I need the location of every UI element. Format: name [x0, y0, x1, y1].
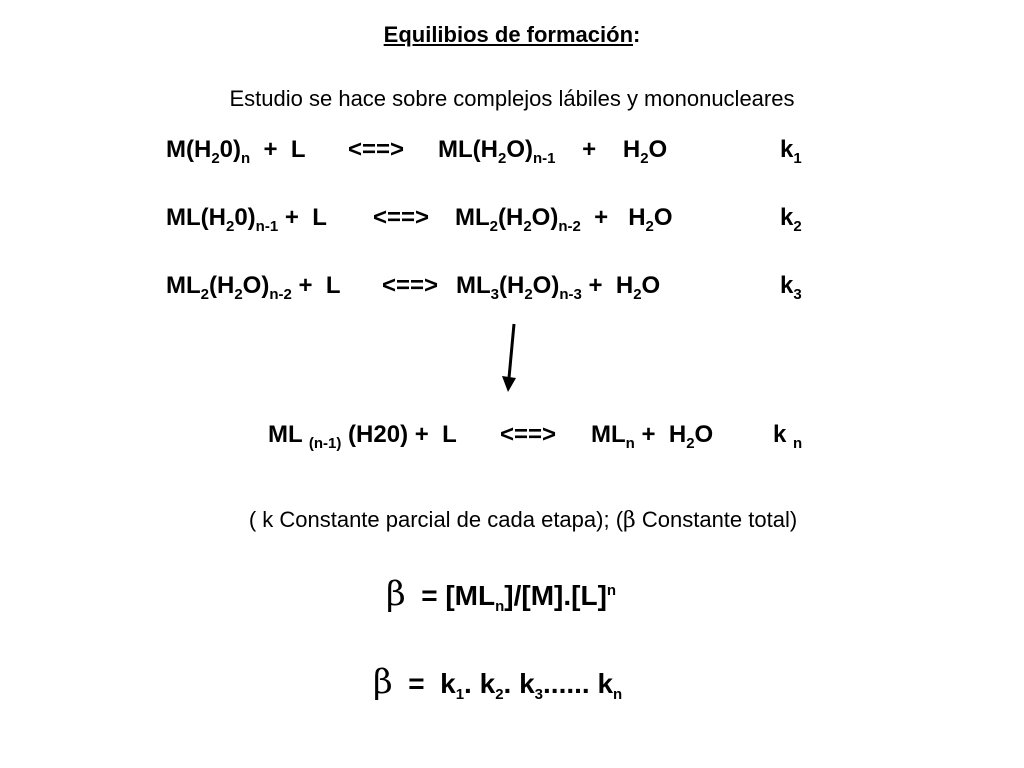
equation-1-arrow: <==> [348, 136, 405, 163]
equation-n-lhs: ML $_{(n-1)}$ (H20) + L [268, 421, 457, 452]
equation-1-rhs: $ML(H_2O)_{n-1}$ + $H_2O$ [438, 136, 668, 167]
equation-n-rhs: $ML_n + H_2O$ [591, 421, 714, 452]
equation-2-rhs: $ML_2(H_2O)_{n-2} + H_2O$ [455, 204, 673, 235]
equation-3-lhs: $ML_2(H_2O)_{n-2} + L$ [166, 272, 341, 303]
beta-expression-2: $\beta = k_1$. $k_2$. $k_3$...... $k_n$ [373, 662, 623, 703]
intro-text: Estudio se hace sobre complejos lábiles y mononucleares [229, 86, 795, 111]
equation-2-arrow: <==> [373, 204, 430, 231]
equation-2-lhs: $ML(H_20)_{n-1} + L$ [166, 204, 327, 235]
equation-2-constant: $k_2$ [780, 204, 802, 235]
equation-3-constant: $k_3$ [780, 272, 802, 303]
slide-title-colon: : [633, 22, 641, 47]
down-arrow-icon [498, 320, 528, 395]
slide-title [0, 22, 1024, 48]
equation-n-arrow: <==> [500, 421, 557, 448]
equation-1-constant: $k_1$ [780, 136, 802, 167]
beta-expression-1: $\beta = [ML_n]/[M].[L]^n$ [386, 574, 617, 615]
equation-n-constant: k $_n$ [773, 421, 803, 452]
equation-3-arrow: <==> [382, 272, 439, 299]
equation-3-rhs: $ML_3(H_2O)_{n-3} + H_2O$ [456, 272, 661, 303]
slide-title-text: Equilibios de formación [383, 22, 634, 47]
constants-note: ( k Constante parcial de cada etapa); (β Constante total) [248, 507, 798, 533]
equation-1-lhs: $M(H_20)_n + L$ [166, 136, 306, 167]
